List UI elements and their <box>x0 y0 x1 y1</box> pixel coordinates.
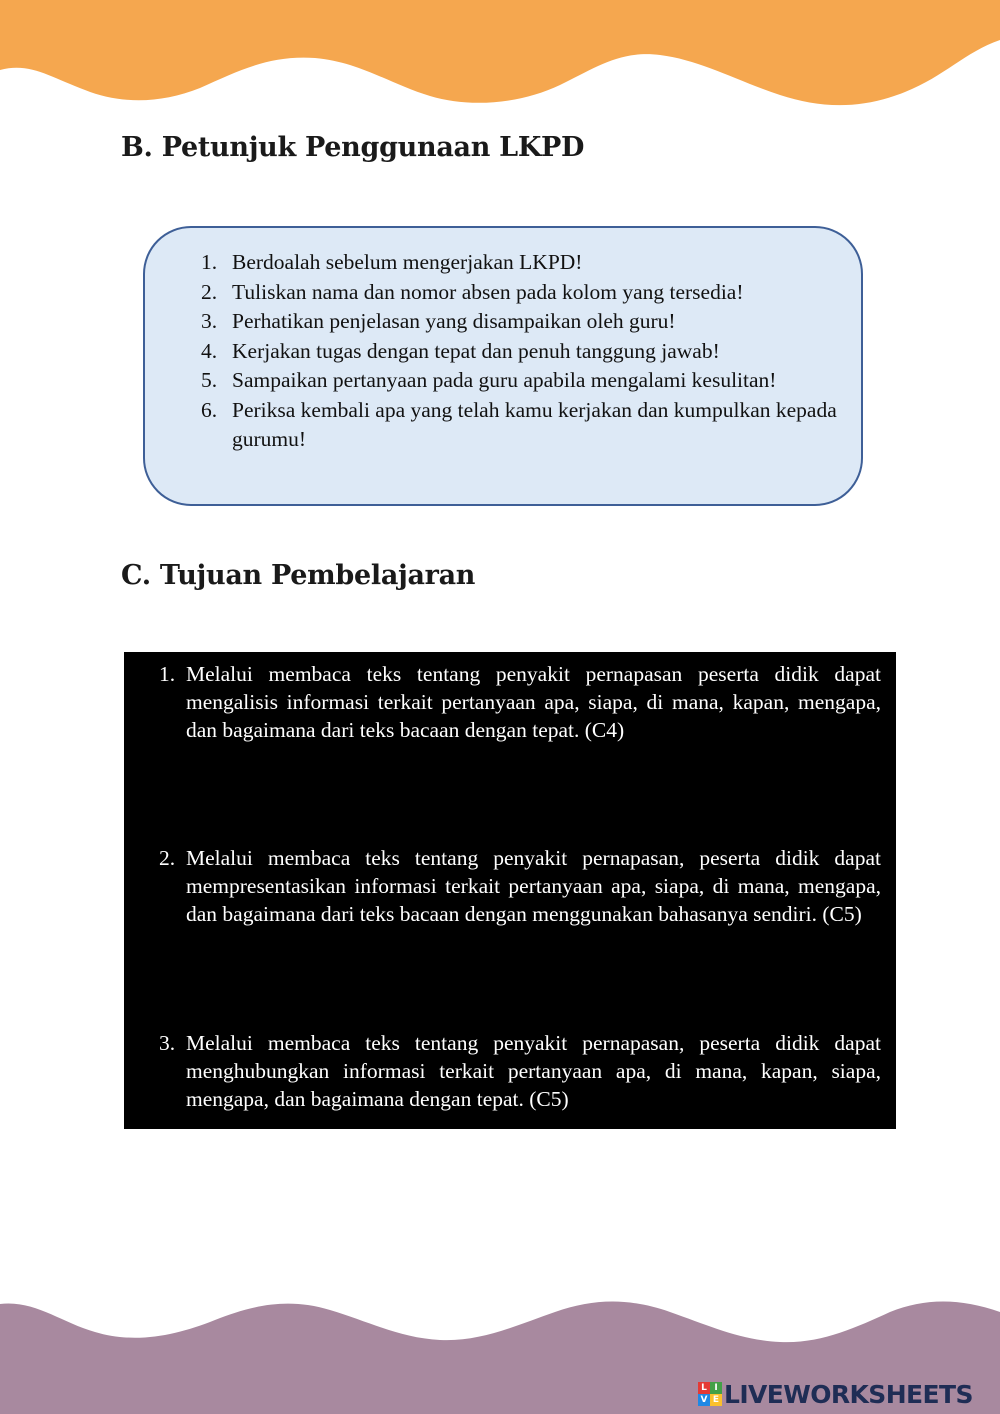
goal-number: 2. <box>159 846 176 870</box>
instructions-list <box>201 248 841 455</box>
goal-text: Melalui membaca teks tentang penyakit pernapasan peserta didik dapat mengalisis informasi terkait pertanyaan apa, siapa, di mana, kapan, mengapa, dan bagaimana dari teks bacaan dengan tepat. (C4) <box>186 662 881 742</box>
learning-goal-item <box>159 660 881 744</box>
instruction-text: Kerjakan tugas dengan tepat dan penuh tanggung jawab! <box>232 338 720 363</box>
instruction-item <box>201 337 841 367</box>
logo-letter-l: L <box>698 1382 710 1394</box>
instruction-text: Tuliskan nama dan nomor absen pada kolom yang tersedia! <box>232 279 744 304</box>
goal-text: Melalui membaca teks tentang penyakit pernapasan, peserta didik dapat menghubungkan informasi terkait pertanyaan apa, di mana, kapan, siapa, mengapa, dan bagaimana dengan tepat. (C5) <box>186 1031 881 1111</box>
instruction-text: Perhatikan penjelasan yang disampaikan oleh guru! <box>232 309 676 333</box>
liveworksheets-logo-icon <box>698 1382 722 1406</box>
instruction-item <box>201 248 841 278</box>
logo-letter-e: E <box>710 1394 722 1406</box>
learning-goal-item <box>159 1029 881 1113</box>
instruction-item <box>201 307 841 337</box>
instruction-number: 4. <box>201 338 218 363</box>
section-b-title: B. Petunjuk Penggunaan LKPD <box>121 132 585 163</box>
learning-goal-item <box>159 844 881 928</box>
instruction-number: 2. <box>201 279 218 304</box>
liveworksheets-brand <box>698 1378 973 1410</box>
instruction-number: 1. <box>201 250 218 274</box>
instruction-number: 6. <box>201 397 218 422</box>
goal-number: 3. <box>159 1031 176 1055</box>
goal-number: 1. <box>159 662 176 686</box>
logo-letter-v: V <box>698 1394 710 1406</box>
instruction-text: Periksa kembali apa yang telah kamu kerjakan dan kumpulkan kepada gurumu! <box>232 397 837 451</box>
brand-name: LIVEWORKSHEETS <box>724 1379 973 1409</box>
logo-letter-i: I <box>710 1382 722 1394</box>
instruction-number: 5. <box>201 368 218 392</box>
instruction-text: Sampaikan pertanyaan pada guru apabila mengalami kesulitan! <box>232 368 777 392</box>
instruction-text: Berdoalah sebelum mengerjakan LKPD! <box>232 250 583 274</box>
instructions-box <box>143 226 863 506</box>
instruction-item <box>201 396 841 455</box>
learning-goals-box <box>124 652 896 1129</box>
instruction-item <box>201 366 841 396</box>
top-wave-decoration <box>0 0 1000 120</box>
instruction-item <box>201 278 841 308</box>
instruction-number: 3. <box>201 309 218 333</box>
goal-text: Melalui membaca teks tentang penyakit pernapasan, peserta didik dapat mempresentasikan informasi terkait pertanyaan apa, siapa, di mana, mengapa, dan bagaimana dari teks bacaan dengan menggunakan bahasanya sendiri. (C5) <box>186 846 881 926</box>
section-c-title: C. Tujuan Pembelajaran <box>121 560 476 591</box>
